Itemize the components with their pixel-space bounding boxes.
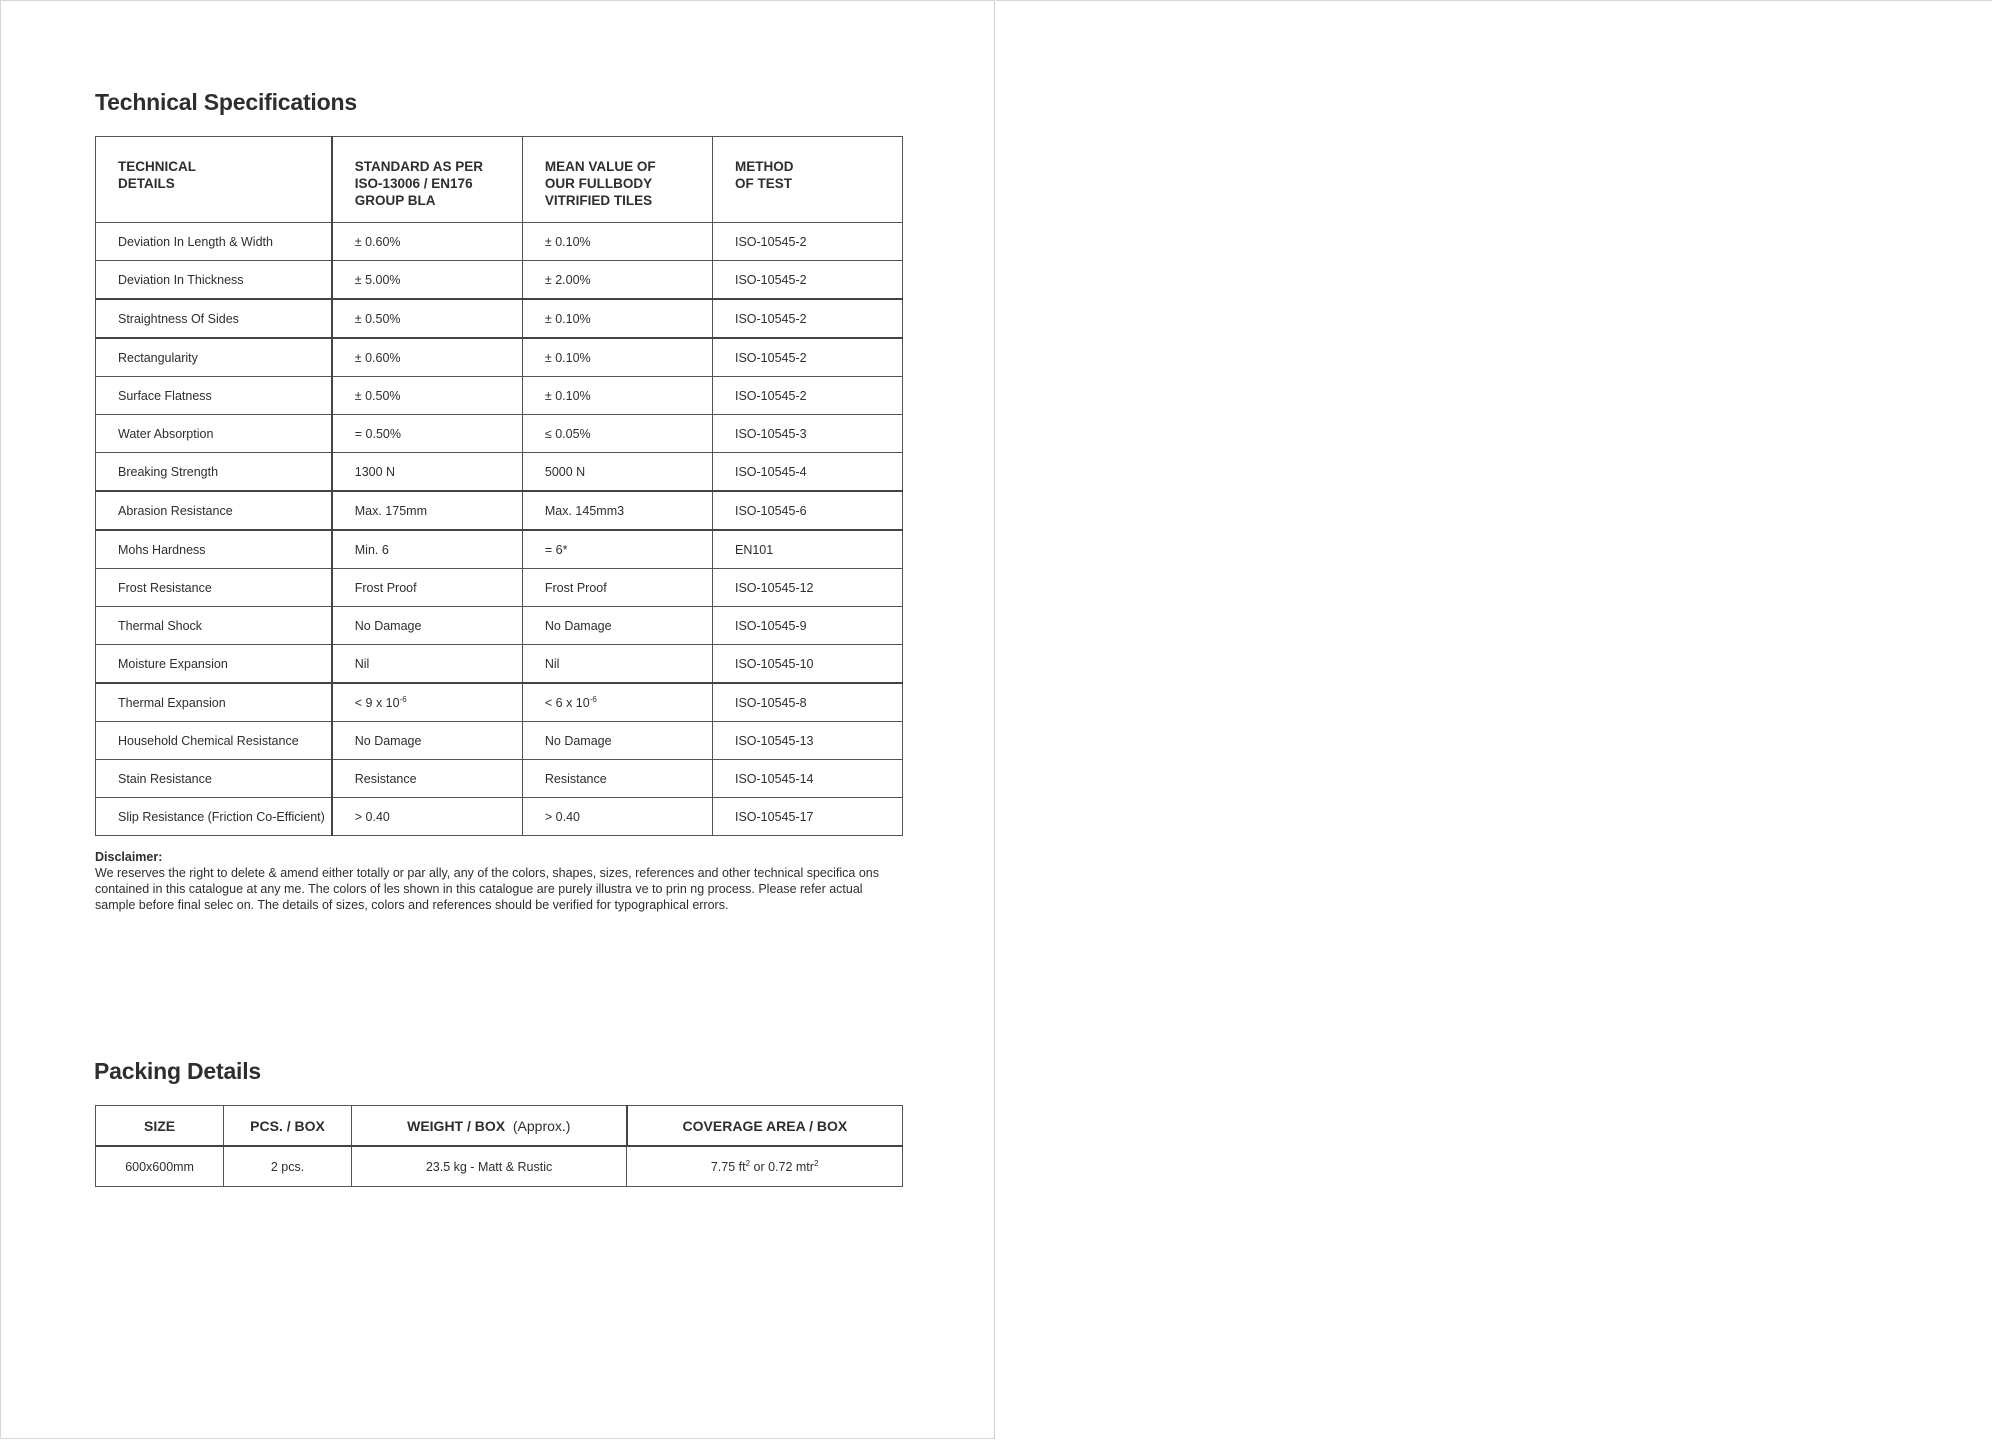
cell-mean-value: [522, 491, 712, 530]
cell-technical-detail-text: Household Chemical Resistance: [118, 733, 299, 748]
cell-method-text: ISO-10545-6: [734, 503, 807, 518]
cell-standard: [332, 683, 523, 722]
header-technical-details: TECHNICAL DETAILS: [96, 137, 332, 223]
cell-method: [712, 415, 902, 453]
table-row: [96, 798, 903, 836]
cell-technical-detail: [96, 223, 332, 261]
cell-method: [712, 760, 902, 798]
cell-mean-value: [522, 261, 712, 300]
cell-standard-text: Min. 6: [354, 542, 389, 557]
cell-method: [712, 338, 902, 377]
cell-mean-value: [522, 645, 712, 684]
cell-standard-text: ± 0.50%: [354, 311, 401, 326]
cell-technical-detail: [96, 607, 332, 645]
cell-technical-detail-text: Abrasion Resistance: [118, 503, 233, 518]
table-row: [96, 530, 903, 569]
cell-method-text: ISO-10545-2: [734, 388, 807, 403]
cell-technical-detail: [96, 338, 332, 377]
cell-technical-detail: [96, 415, 332, 453]
cell-standard: [332, 722, 523, 760]
cell-mean-value-text: Nil: [544, 656, 560, 671]
cell-technical-detail: [96, 299, 332, 338]
table-row: [96, 760, 903, 798]
cell-technical-detail-text: Deviation In Thickness: [118, 272, 244, 287]
cell-method: [712, 722, 902, 760]
cell-mean-value: [522, 683, 712, 722]
cell-method-text: EN101: [734, 542, 774, 557]
cell-standard-text: Nil: [354, 656, 370, 671]
header-pcs-per-box: PCS. / BOX: [224, 1106, 352, 1147]
weight-header-label: WEIGHT / BOX: [407, 1117, 506, 1134]
cell-mean-value-text: < 6 x 10: [544, 696, 590, 711]
cell-technical-detail-text: Rectangularity: [118, 350, 198, 365]
cell-technical-detail: [96, 530, 332, 569]
cell-standard: [332, 338, 523, 377]
header-mean-value: MEAN VALUE OF OUR FULLBODY VITRIFIED TILES: [522, 137, 712, 223]
cell-technical-detail: [96, 569, 332, 607]
cell-technical-detail: [96, 377, 332, 415]
cell-method-text: ISO-10545-10: [734, 656, 814, 671]
packing-details-table: [95, 1105, 903, 1187]
table-row: [96, 261, 903, 300]
table-row: [96, 645, 903, 684]
coverage-mtr-exp: 2: [813, 1158, 819, 1168]
cell-method-text: ISO-10545-17: [734, 809, 814, 824]
cell-standard: [332, 760, 523, 798]
cell-mean-value-text: 5000 N: [544, 464, 586, 479]
cell-technical-detail-text: Water Absorption: [118, 426, 214, 441]
cell-technical-detail-text: Deviation In Length & Width: [118, 234, 273, 249]
coverage-ft: 7.75 ft: [710, 1160, 746, 1175]
cell-technical-detail: [96, 453, 332, 492]
cell-mean-value-text: Resistance: [544, 771, 607, 786]
cell-method: [712, 607, 902, 645]
cell-coverage: [627, 1146, 903, 1187]
cell-mean-value: [522, 338, 712, 377]
left-page: [0, 0, 995, 1439]
coverage-ft-exp: 2: [745, 1158, 751, 1168]
cell-technical-detail-text: Thermal Shock: [118, 618, 203, 633]
cell-technical-detail-text: Frost Resistance: [118, 580, 212, 595]
table-row: [96, 569, 903, 607]
cell-technical-detail-text: Mohs Hardness: [118, 542, 206, 557]
cell-standard: [332, 607, 523, 645]
table-row: [96, 607, 903, 645]
cell-technical-detail-text: Straightness Of Sides: [118, 311, 239, 326]
table-row: [96, 377, 903, 415]
cell-method-text: ISO-10545-2: [734, 272, 807, 287]
cell-method-text: ISO-10545-8: [734, 695, 807, 710]
header-method-of-test: METHOD OF TEST: [712, 137, 902, 223]
cell-standard: [332, 453, 523, 492]
right-page: [996, 0, 1992, 1439]
cell-method-text: ISO-10545-2: [734, 234, 807, 249]
technical-specifications-table: [95, 136, 903, 836]
cell-standard-text: No Damage: [354, 618, 422, 633]
cell-method-text: ISO-10545-14: [734, 771, 814, 786]
cell-mean-value: [522, 569, 712, 607]
cell-mean-value-text: No Damage: [544, 618, 612, 633]
table-row: [96, 683, 903, 722]
cell-technical-detail: [96, 683, 332, 722]
table-row: [96, 338, 903, 377]
cell-standard: [332, 491, 523, 530]
cell-technical-detail-text: Moisture Expansion: [118, 656, 228, 671]
cell-standard-text: ± 0.60%: [354, 350, 401, 365]
table-header-row: [96, 1106, 903, 1147]
cell-standard: [332, 261, 523, 300]
cell-method-text: ISO-10545-2: [734, 311, 807, 326]
cell-standard: [332, 798, 523, 836]
header-coverage-area: COVERAGE AREA / BOX: [627, 1106, 903, 1147]
cell-mean-value-text: ± 0.10%: [544, 350, 591, 365]
disclaimer: [95, 849, 905, 913]
cell-method: [712, 798, 902, 836]
cell-mean-value: [522, 607, 712, 645]
cell-mean-value-text: Max. 145mm3: [544, 503, 625, 518]
table-row: [96, 1146, 903, 1187]
cell-method-text: ISO-10545-12: [734, 580, 814, 595]
table-row: [96, 415, 903, 453]
cell-standard-text: ± 0.60%: [354, 234, 401, 249]
cell-standard: [332, 645, 523, 684]
header-size: SIZE: [96, 1106, 224, 1147]
cell-technical-detail: [96, 261, 332, 300]
cell-mean-value: [522, 223, 712, 261]
cell-technical-detail-text: Slip Resistance (Friction Co-Efficient): [118, 809, 325, 824]
cell-method: [712, 377, 902, 415]
cell-method-text: ISO-10545-3: [734, 426, 807, 441]
cell-standard-text: ± 0.50%: [354, 388, 401, 403]
disclaimer-heading: Disclaimer:: [95, 850, 163, 864]
cell-mean-value-text: Frost Proof: [544, 580, 607, 595]
cell-standard: [332, 223, 523, 261]
cell-mean-value-text: ± 0.10%: [544, 234, 591, 249]
table-header-row: [96, 137, 903, 223]
cell-method: [712, 645, 902, 684]
cell-technical-detail-text: Stain Resistance: [118, 771, 212, 786]
cell-method: [712, 683, 902, 722]
cell-technical-detail: [96, 798, 332, 836]
cell-mean-value-text: ± 0.10%: [544, 388, 591, 403]
table-row: [96, 453, 903, 492]
cell-technical-detail: [96, 491, 332, 530]
cell-method-text: ISO-10545-13: [734, 733, 814, 748]
coverage-mtr: or 0.72 mtr: [750, 1160, 814, 1175]
cell-mean-value: [522, 530, 712, 569]
cell-method: [712, 569, 902, 607]
cell-mean-value-text: No Damage: [544, 733, 612, 748]
cell-mean-value: [522, 760, 712, 798]
cell-mean-value-text: ≤ 0.05%: [544, 426, 591, 441]
cell-method: [712, 530, 902, 569]
cell-standard-text: Frost Proof: [354, 580, 417, 595]
cell-method: [712, 453, 902, 492]
cell-size: 600x600mm: [96, 1146, 224, 1187]
cell-standard-text: Max. 175mm: [354, 503, 427, 518]
table-row: [96, 223, 903, 261]
cell-technical-detail-text: Breaking Strength: [118, 464, 219, 479]
cell-mean-value: [522, 415, 712, 453]
cell-standard-exponent: -6: [399, 694, 407, 704]
header-standard: STANDARD AS PER ISO-13006 / EN176 GROUP BLA: [332, 137, 523, 223]
cell-weight: 23.5 kg - Matt & Rustic: [351, 1146, 626, 1187]
cell-technical-detail-text: Thermal Expansion: [118, 695, 226, 710]
cell-standard-text: No Damage: [354, 733, 422, 748]
cell-technical-detail-text: Surface Flatness: [118, 388, 212, 403]
cell-mean-value-text: > 0.40: [544, 809, 580, 824]
cell-technical-detail: [96, 645, 332, 684]
cell-standard-text: Resistance: [354, 771, 417, 786]
packing-details-title: Packing Details: [94, 1058, 262, 1084]
cell-mean-value: [522, 798, 712, 836]
cell-standard-text: < 9 x 10: [354, 696, 400, 711]
cell-method: [712, 299, 902, 338]
cell-mean-value-exponent: -6: [589, 694, 597, 704]
cell-standard: [332, 530, 523, 569]
cell-mean-value-text: = 6*: [544, 542, 568, 557]
cell-pcs: 2 pcs.: [224, 1146, 352, 1187]
cell-method: [712, 261, 902, 300]
table-row: [96, 722, 903, 760]
table-row: [96, 491, 903, 530]
cell-standard-text: 1300 N: [354, 464, 396, 479]
cell-mean-value: [522, 722, 712, 760]
technical-specifications-title: Technical Specifications: [95, 89, 357, 115]
cell-standard: [332, 569, 523, 607]
header-weight-per-box: [351, 1106, 626, 1147]
cell-mean-value-text: ± 2.00%: [544, 272, 591, 287]
cell-standard: [332, 299, 523, 338]
cell-standard-text: = 0.50%: [354, 426, 401, 441]
cell-standard-text: ± 5.00%: [354, 272, 401, 287]
cell-method: [712, 223, 902, 261]
cell-method-text: ISO-10545-2: [734, 350, 807, 365]
cell-method: [712, 491, 902, 530]
cell-standard: [332, 415, 523, 453]
cell-technical-detail: [96, 722, 332, 760]
table-row: [96, 299, 903, 338]
cell-mean-value: [522, 453, 712, 492]
cell-standard: [332, 377, 523, 415]
cell-mean-value: [522, 377, 712, 415]
cell-mean-value: [522, 299, 712, 338]
cell-technical-detail: [96, 760, 332, 798]
cell-mean-value-text: ± 0.10%: [544, 311, 591, 326]
cell-method-text: ISO-10545-9: [734, 618, 807, 633]
cell-standard-text: > 0.40: [354, 809, 390, 824]
disclaimer-text: We reserves the right to delete & amend either totally or par ally, any of the colors, shapes, sizes, references and other technical specifica ons contained in this catalogue at any me. The colors of les shown in this catalogue are purely illustra ve to prin ng process. Please refer actual sample before final selec on. The details of sizes, colors and references should be verified for typographical errors.: [95, 866, 879, 912]
cell-method-text: ISO-10545-4: [734, 464, 807, 479]
weight-header-note: (Approx.): [512, 1117, 571, 1134]
